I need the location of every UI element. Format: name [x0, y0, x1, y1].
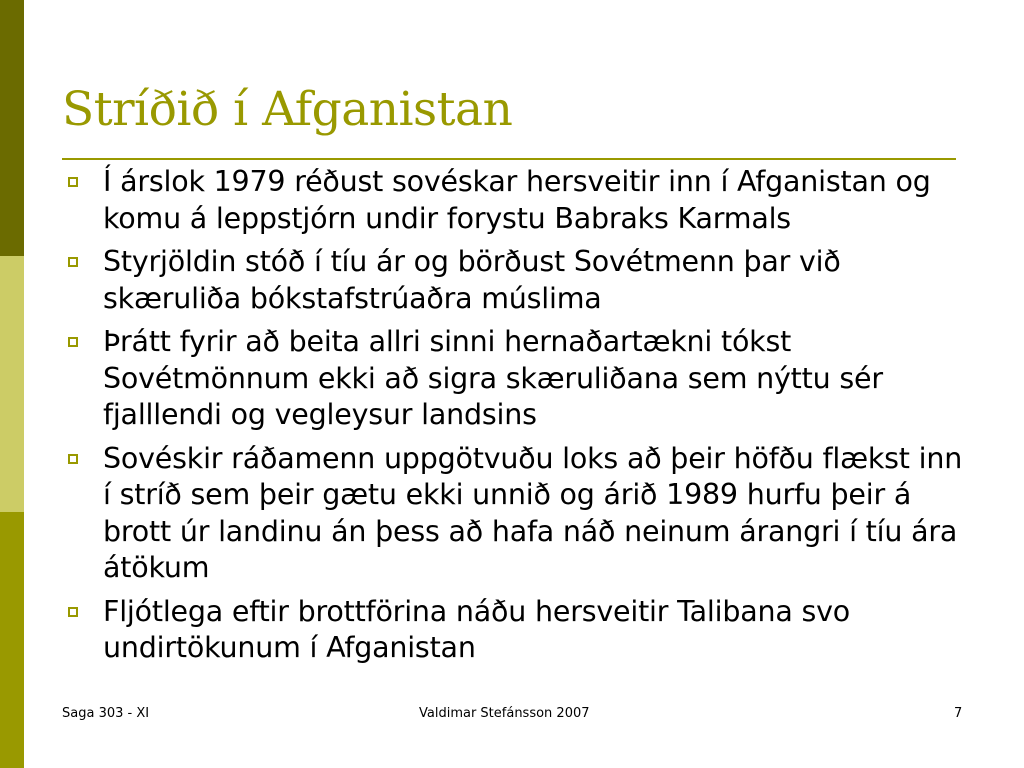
square-bullet-icon	[68, 607, 78, 617]
bullet-text: Sovéskir ráðamenn uppgötvuðu loks að þeir höfðu flækst inn í stríð sem þeir gætu ekki unnið og árið 1989 hurfu þeir á brott úr landinu án þess að hafa náð neinum árangri í tíu ára átökum	[103, 441, 963, 584]
square-bullet-icon	[68, 177, 78, 187]
bullet-item	[66, 324, 966, 434]
bullet-item	[66, 594, 966, 667]
title-divider	[62, 158, 956, 160]
footer-page-number: 7	[954, 706, 963, 721]
side-bar-dark	[0, 0, 24, 256]
bullet-list	[66, 164, 966, 674]
square-bullet-icon	[68, 454, 78, 464]
slide-title: Stríðið í Afganistan	[62, 82, 513, 137]
bullet-text: Í árslok 1979 réðust sovéskar hersveitir inn í Afganistan og komu á leppstjórn undir forystu Babraks Karmals	[103, 165, 931, 235]
square-bullet-icon	[68, 257, 78, 267]
side-bar-olive	[0, 512, 24, 768]
footer-course: Saga 303 - XI	[62, 706, 150, 721]
footer-author: Valdimar Stefánsson 2007	[419, 706, 590, 721]
bullet-item	[66, 441, 966, 587]
square-bullet-icon	[68, 337, 78, 347]
bullet-text: Styrjöldin stóð í tíu ár og börðust Sovétmenn þar við skæruliða bókstafstrúaðra múslima	[103, 245, 841, 315]
side-bar-light	[0, 256, 24, 512]
bullet-text: Þrátt fyrir að beita allri sinni hernaðartækni tókst Sovétmönnum ekki að sigra skæruliðana sem nýttu sér fjalllendi og vegleysur landsins	[103, 325, 883, 431]
bullet-item	[66, 244, 966, 317]
bullet-item	[66, 164, 966, 237]
bullet-text: Fljótlega eftir brottförina náðu hersveitir Talibana svo undirtökunum í Afganistan	[103, 594, 851, 664]
